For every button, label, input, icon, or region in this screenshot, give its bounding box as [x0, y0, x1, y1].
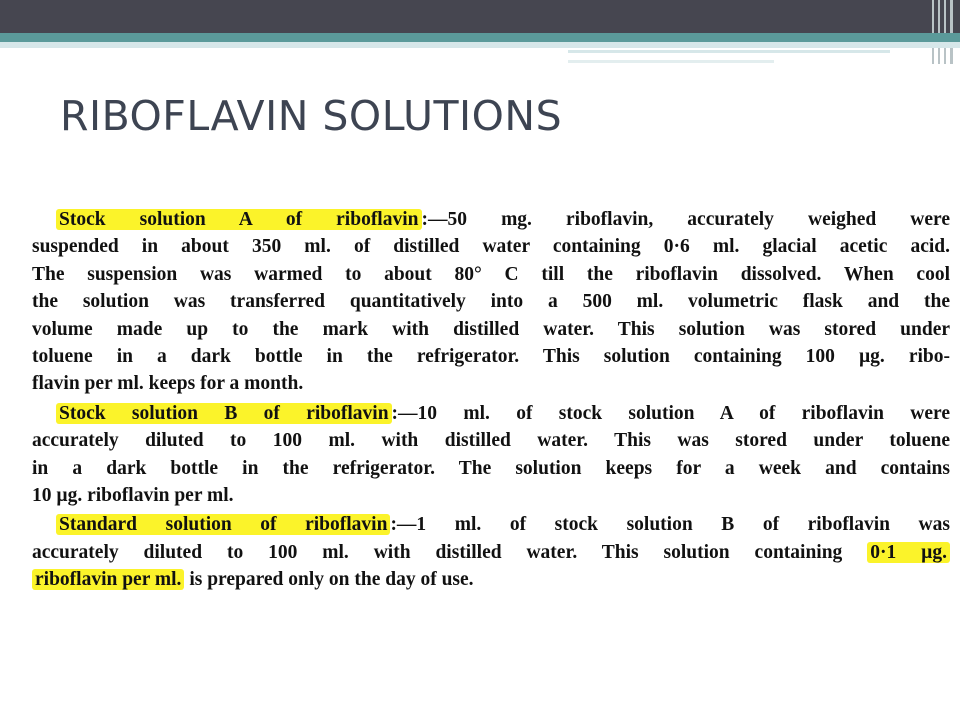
top-bar-decoration [928, 0, 960, 64]
document-excerpt [32, 206, 950, 594]
text-line: Standard solution of riboflavin :—1 ml. of stock solution B of riboflavin was [32, 511, 950, 538]
text-line: accurately diluted to 100 ml. with distilled water. This was stored under toluene [32, 430, 950, 452]
text-line: the solution was transferred quantitatively into a 500 ml. volumetric flask and the [32, 291, 950, 313]
accent-band-light [0, 42, 960, 48]
text-line: suspended in about 350 ml. of distilled water containing 0·6 ml. glacial acetic acid. [32, 236, 950, 258]
text-line: flavin per ml. keeps for a month. [32, 373, 304, 395]
decorative-line [568, 60, 774, 63]
accent-band [0, 33, 960, 42]
text-line: riboflavin per ml. is prepared only on the day of use. [32, 566, 950, 593]
top-bar [0, 0, 960, 33]
text-line: Stock solution A of riboflavin :—50 mg. riboflavin, accurately weighed were [32, 206, 950, 233]
text-line: Stock solution B of riboflavin :—10 ml. of stock solution A of riboflavin were [32, 400, 950, 427]
paragraph-standard-solution [32, 511, 950, 593]
text-line: 10 µg. riboflavin per ml. [32, 485, 234, 507]
paragraph-stock-solution-a [32, 206, 950, 398]
text-line: toluene in a dark bottle in the refrigerator. This solution containing 100 µg. ribo- [32, 346, 950, 368]
highlight-standard-solution: Standard solution of riboflavin [56, 514, 390, 535]
text-line: The suspension was warmed to about 80° C till the riboflavin dissolved. When cool [32, 263, 950, 285]
text-line: volume made up to the mark with distilled water. This solution was stored under [32, 318, 950, 340]
highlight-per-ml: riboflavin per ml. [32, 569, 184, 590]
text-line: accurately diluted to 100 ml. with distilled water. This solution containing 0·1 µg. [32, 539, 950, 566]
text-line: in a dark bottle in the refrigerator. The solution keeps for a week and contains [32, 457, 950, 479]
slide-title: RIBOFLAVIN SOLUTIONS [60, 92, 563, 140]
decorative-line [568, 50, 890, 53]
paragraph-stock-solution-b [32, 400, 950, 510]
highlight-stock-solution-a: Stock solution A of riboflavin [56, 209, 422, 230]
highlight-stock-solution-b: Stock solution B of riboflavin [56, 403, 392, 424]
highlight-concentration: 0·1 µg. [867, 542, 950, 563]
